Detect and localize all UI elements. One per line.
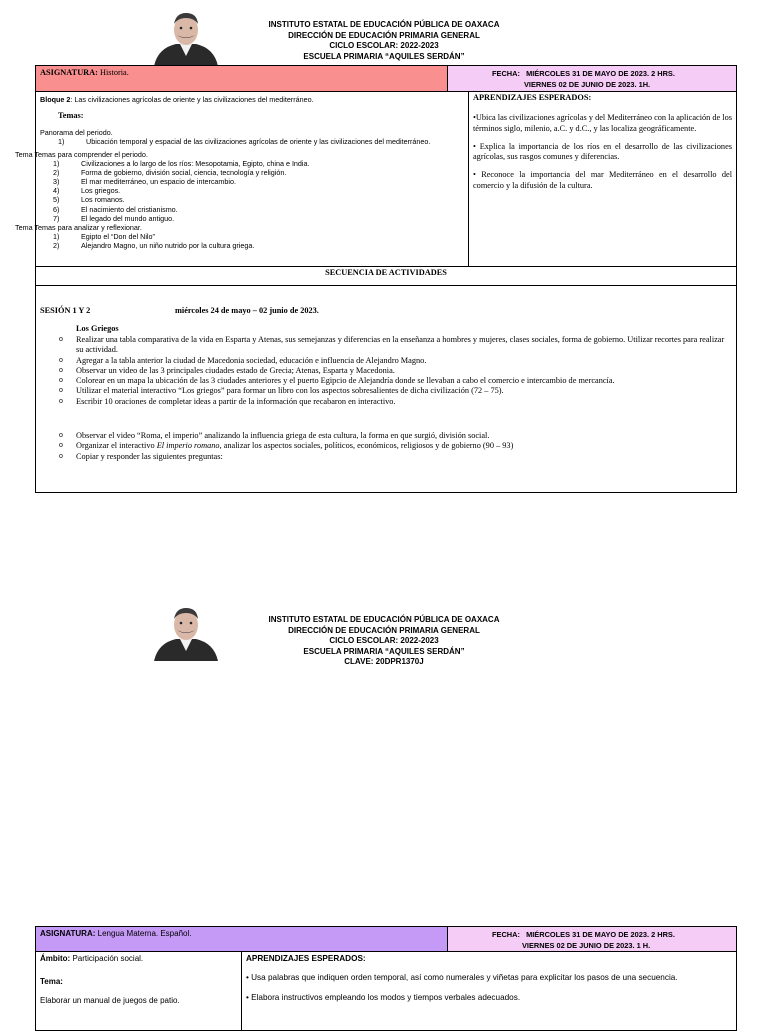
asignatura-label: ASIGNATURA: — [40, 929, 96, 938]
sesion-label: SESIÓN 1 Y 2 — [40, 306, 91, 315]
aprendizaje-item: • Reconoce la importancia del mar Mediterráneo en el desarrollo del comercio y la difusión de la cultura. — [473, 170, 732, 190]
asignatura-label: ASIGNATURA: — [40, 68, 98, 77]
list-item: o Organizar el interactivo El imperio romano, analizar los aspectos sociales, políticos, económicos, religiosos y de gobierno (90 – 93) — [36, 441, 726, 451]
fecha-line1: MIÉRCOLES 31 DE MAYO DE 2023. 2 HRS. — [526, 930, 675, 939]
asignatura-value: Historia. — [97, 68, 129, 77]
list-item: 7) El legado del mundo antiguo. — [53, 213, 175, 223]
comprender-list — [15, 159, 455, 223]
list-item: o Observar el video “Roma, el imperio” analizando la influencia griega de esta cultura, la forma en que surgió, división social. — [36, 431, 726, 441]
tema-value: Elaborar un manual de juegos de patio. — [40, 996, 180, 1005]
fecha-label: FECHA: — [492, 930, 520, 939]
asignatura-cell — [35, 926, 448, 952]
header-line: ESCUELA PRIMARIA “AQUILES SERDÁN” — [303, 646, 465, 656]
list-item: o Escribir 10 oraciones de completar ideas a partir de la información que recabaron en interactivo. — [36, 397, 726, 407]
aprendizaje-item: • Usa palabras que indiquen orden temporal, así como numerales y viñetas para explicitar los pasos de una secuencia. — [246, 973, 678, 982]
fecha-line2: VIERNES 02 DE JUNIO DE 2023. 1 H. — [522, 941, 651, 950]
aprendizaje-item: •Ubica las civilizaciones agrícolas y del Mediterráneo con la aplicación de los términos siglo, milenio, a.C. y d.C., y las localiza geográficamente. — [473, 113, 732, 133]
header-line: DIRECCIÓN DE EDUCACIÓN PRIMARIA GENERAL — [288, 30, 480, 40]
document-header — [234, 20, 534, 62]
list-item: 1) Ubicación temporal y espacial de las civilizaciones agrícolas de oriente y las civilizaciones del mediterráneo. — [58, 137, 431, 147]
portrait-image — [150, 605, 222, 661]
list-item: 2) Forma de gobierno, división social, ciencia, tecnología y religión. — [53, 168, 287, 178]
analizar-heading: Tema Temas para analizar y reflexionar. — [15, 222, 142, 232]
aprendizajes-cell — [241, 951, 737, 1031]
griegos-title: Los Griegos — [76, 324, 119, 333]
aprendizajes-title: APRENDIZAJES ESPERADOS: — [473, 93, 592, 102]
fecha-cell — [447, 926, 737, 952]
comprender-block — [15, 150, 455, 250]
fecha-label: FECHA: — [492, 69, 520, 78]
secuencia-title: SECUENCIA DE ACTIVIDADES — [325, 268, 447, 277]
ambito-cell — [35, 951, 242, 1031]
list-item: 1) Egipto el “Don del Nilo” — [53, 231, 155, 241]
actividades-list — [36, 335, 726, 407]
list-item: o Colorear en un mapa la ubicación de las 3 ciudades anteriores y el puerto Egipcio de Alejandría donde se llevaban a cabo el comercio e intercambio de mercancía. — [36, 376, 726, 386]
temas-label: Temas: — [58, 111, 84, 120]
document-header — [234, 615, 534, 668]
asignatura-cell — [35, 65, 448, 92]
header-line: INSTITUTO ESTATAL DE EDUCACIÓN PÚBLICA DE OAXACA — [268, 20, 500, 29]
portrait-image — [150, 10, 222, 66]
sesion-fecha: miércoles 24 de mayo – 02 junio de 2023. — [175, 306, 319, 315]
aprendizajes-title: APRENDIZAJES ESPERADOS: — [246, 954, 366, 963]
aprendizaje-item: • Explica la importancia de los ríos en el desarrollo de las civilizaciones agrícolas, sus rasgos comunes y diferencias. — [473, 141, 732, 162]
emphasis-text: El imperio romano — [156, 441, 220, 451]
header-line: CICLO ESCOLAR: 2022-2023 — [329, 41, 439, 50]
header-line: INSTITUTO ESTATAL DE EDUCACIÓN PÚBLICA DE OAXACA — [268, 615, 500, 624]
list-item: 5) Los romanos. — [53, 195, 125, 205]
aprendizaje-item: • Elabora instructivos empleando los modos y tiempos verbales adecuados. — [246, 993, 521, 1002]
secuencia-title-cell — [35, 266, 737, 286]
aprendizajes-cell — [468, 91, 737, 267]
list-item: 6) El nacimiento del cristianismo. — [53, 204, 178, 214]
fecha-line1: MIÉRCOLES 31 DE MAYO DE 2023. 2 HRS. — [526, 69, 675, 78]
header-line: ESCUELA PRIMARIA “AQUILES SERDÁN” — [303, 51, 465, 61]
header-line: CICLO ESCOLAR: 2022-2023 — [329, 636, 439, 645]
header-line: DIRECCIÓN DE EDUCACIÓN PRIMARIA GENERAL — [288, 625, 480, 635]
list-item: o Utilizar el material interactivo “Los griegos” para formar un libro con los aspectos sobresalientes de dicha civilización (72 – 75). — [36, 386, 726, 396]
actividades-cell — [35, 285, 737, 493]
actividades-roma-list — [36, 431, 726, 462]
list-item: 2) Alejandro Magno, un niño nutrido por la cultura griega. — [53, 240, 255, 250]
analizar-list — [15, 232, 455, 250]
ambito-value: Participación social. — [70, 954, 144, 963]
tema-label: Tema: — [40, 977, 63, 986]
header-line: CLAVE: 20DPR1370J — [344, 657, 424, 666]
list-item: 1) Civilizaciones a lo largo de los ríos: Mesopotamia, Egipto, china e India. — [53, 159, 310, 169]
fecha-line2: VIERNES 02 DE JUNIO DE 2023. 1H. — [524, 80, 651, 89]
list-item: 3) El mar mediterráneo, un espacio de intercambio. — [53, 177, 237, 187]
asignatura-value: Lengua Materna. Español. — [95, 929, 192, 938]
bloque-text: : Las civilizaciones agrícolas de oriente y las civilizaciones del mediterráneo. — [70, 95, 314, 104]
list-item: o Copiar y responder las siguientes preguntas: — [36, 452, 726, 462]
list-item: o Observar un video de las 3 principales ciudades estado de Grecia; Atenas, Esparta y Macedonia. — [36, 366, 726, 376]
panorama-heading: Panorama del periodo. — [40, 128, 113, 137]
list-item: o Agregar a la tabla anterior la ciudad de Macedonia sociedad, educación e influencia de Alejandro Magno. — [36, 356, 726, 366]
panorama-list — [40, 137, 468, 146]
ambito-label: Ámbito: — [40, 954, 71, 963]
list-item: o Realizar una tabla comparativa de la vida en Esparta y Atenas, sus semejanzas y diferencias en la enseñanza a hombres y mujeres, clases sociales, forma de gobierno. Utilizar recortes para realizar su actividad. — [36, 335, 726, 356]
list-item: 4) Los griegos. — [53, 186, 121, 196]
comprender-heading: Tema Temas para comprender el periodo. — [15, 150, 148, 159]
bloque-label: Bloque 2 — [40, 95, 71, 104]
fecha-cell — [447, 65, 737, 92]
